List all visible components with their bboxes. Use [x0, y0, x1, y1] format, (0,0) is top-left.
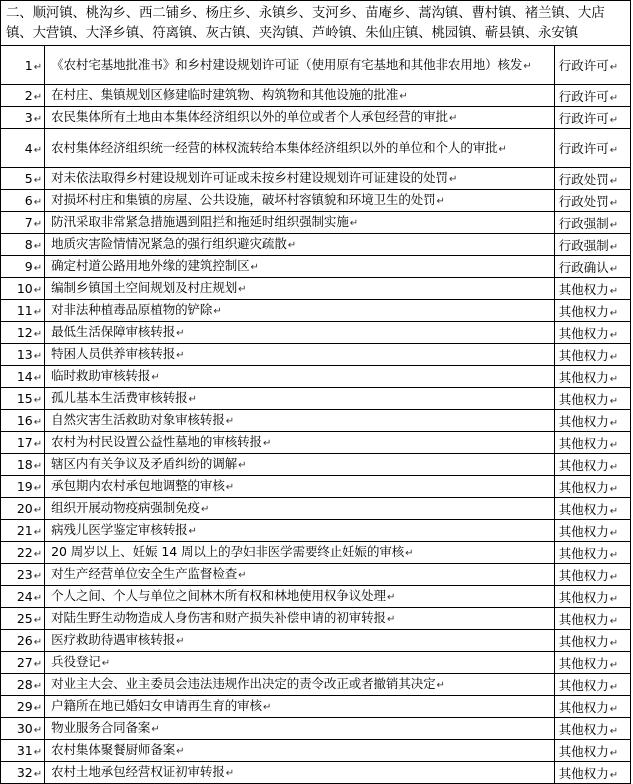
row-number: 17↵ [1, 432, 45, 454]
paragraph-mark-icon: ↵ [609, 175, 619, 187]
power-category: 其他权力↵ [554, 366, 630, 388]
paragraph-mark-icon: ↵ [609, 681, 619, 693]
paragraph-mark-icon: ↵ [33, 593, 43, 604]
paragraph-mark-icon: ↵ [609, 571, 619, 583]
power-item-name: 特困人员供养审核转报↵ [45, 344, 555, 366]
power-category: 其他权力↵ [554, 630, 630, 652]
paragraph-mark-icon: ↵ [609, 461, 619, 473]
paragraph-mark-icon: ↵ [238, 284, 247, 295]
paragraph-mark-icon: ↵ [33, 395, 43, 406]
paragraph-mark-icon: ↵ [225, 416, 235, 427]
power-item-name: 个人之间、个人与单位之间林木所有权和林地使用权争议处理↵ [45, 586, 555, 608]
row-number: 12↵ [1, 322, 45, 344]
paragraph-mark-icon: ↵ [386, 614, 396, 625]
power-item-name: 农村集体经济组织统一经营的林权流转给本集体经济组织以外的单位和个人的审批↵ [45, 129, 555, 168]
power-category: 行政许可↵ [554, 85, 630, 107]
row-number: 18↵ [1, 454, 45, 476]
paragraph-mark-icon: ↵ [33, 114, 43, 125]
power-item-name: 对陆生野生动物造成人身伤害和财产损失补偿申请的初审转报↵ [45, 608, 555, 630]
table-row [1, 344, 631, 366]
row-number: 19↵ [1, 476, 45, 498]
paragraph-mark-icon: ↵ [609, 505, 619, 517]
power-item-name: 对非法种植毒品原植物的铲除↵ [45, 300, 555, 322]
paragraph-mark-icon: ↵ [609, 145, 619, 156]
power-category: 其他权力↵ [554, 476, 630, 498]
row-number: 28↵ [1, 674, 45, 696]
paragraph-mark-icon: ↵ [33, 175, 43, 186]
power-category: 其他权力↵ [554, 564, 630, 586]
power-category: 其他权力↵ [554, 652, 630, 674]
table-row [1, 212, 631, 234]
table-row [1, 278, 631, 300]
power-item-name: 农民集体所有土地由本集体经济组织以外的单位或者个人承包经营的审批↵ [45, 107, 555, 129]
paragraph-mark-icon: ↵ [609, 219, 619, 231]
table-row [1, 652, 631, 674]
paragraph-mark-icon: ↵ [33, 61, 43, 73]
paragraph-mark-icon: ↵ [609, 527, 619, 539]
table-row [1, 190, 631, 212]
paragraph-mark-icon: ↵ [609, 114, 619, 126]
paragraph-mark-icon: ↵ [33, 747, 43, 758]
power-category: 行政强制↵ [554, 212, 630, 234]
power-item-name: 辖区内有关争议及矛盾纠纷的调解↵ [45, 454, 555, 476]
power-category: 其他权力↵ [554, 718, 630, 740]
power-item-name: 《农村宅基地批准书》和乡村建设规划许可证（使用原有宅基地和其他非农用地）核发↵ [45, 46, 555, 85]
paragraph-mark-icon: ↵ [225, 482, 235, 493]
power-category: 其他权力↵ [554, 696, 630, 718]
paragraph-mark-icon: ↵ [33, 439, 43, 450]
power-category: 其他权力↵ [554, 454, 630, 476]
paragraph-mark-icon: ↵ [33, 241, 43, 252]
row-number: 4↵ [1, 129, 45, 168]
paragraph-mark-icon: ↵ [523, 60, 532, 72]
paragraph-mark-icon: ↵ [609, 197, 619, 209]
paragraph-mark-icon: ↵ [33, 703, 43, 714]
paragraph-mark-icon: ↵ [33, 681, 43, 692]
power-category: 其他权力↵ [554, 762, 630, 784]
power-category: 其他权力↵ [554, 410, 630, 432]
power-category: 其他权力↵ [554, 586, 630, 608]
paragraph-mark-icon: ↵ [33, 329, 43, 340]
paragraph-mark-icon: ↵ [405, 548, 414, 559]
paragraph-mark-icon: ↵ [609, 92, 619, 104]
paragraph-mark-icon: ↵ [33, 263, 43, 274]
paragraph-mark-icon: ↵ [33, 285, 43, 296]
power-category: 其他权力↵ [554, 498, 630, 520]
row-number: 29↵ [1, 696, 45, 718]
power-item-name: 对损坏村庄和集镇的房屋、公共设施，破坏村容镇貌和环境卫生的处罚↵ [45, 190, 555, 212]
table-row [1, 256, 631, 278]
row-number: 9↵ [1, 256, 45, 278]
power-item-name: 孤儿基本生活费审核转报↵ [45, 388, 555, 410]
paragraph-mark-icon: ↵ [33, 219, 43, 230]
paragraph-mark-icon: ↵ [448, 113, 458, 124]
table-row [1, 168, 631, 190]
paragraph-mark-icon: ↵ [188, 526, 197, 537]
paragraph-mark-icon: ↵ [498, 143, 507, 155]
paragraph-mark-icon: ↵ [200, 504, 210, 515]
power-category: 其他权力↵ [554, 740, 630, 762]
power-item-name: 临时救助审核转报↵ [45, 366, 555, 388]
power-category: 其他权力↵ [554, 388, 630, 410]
table-row [1, 564, 631, 586]
row-number: 1↵ [1, 46, 45, 85]
power-category: 其他权力↵ [554, 608, 630, 630]
row-number: 24↵ [1, 586, 45, 608]
table-row [1, 388, 631, 410]
paragraph-mark-icon: ↵ [33, 144, 43, 156]
paragraph-mark-icon: ↵ [33, 197, 43, 208]
paragraph-mark-icon: ↵ [33, 637, 43, 648]
table-row [1, 476, 631, 498]
paragraph-mark-icon: ↵ [225, 768, 235, 779]
row-number: 2↵ [1, 85, 45, 107]
paragraph-mark-icon: ↵ [33, 549, 43, 560]
paragraph-mark-icon: ↵ [609, 769, 619, 781]
paragraph-mark-icon: ↵ [609, 241, 619, 253]
row-number: 32↵ [1, 762, 45, 784]
paragraph-mark-icon: ↵ [609, 637, 619, 649]
paragraph-mark-icon: ↵ [33, 373, 43, 384]
table-row [1, 454, 631, 476]
power-category: 行政强制↵ [554, 234, 630, 256]
power-category: 其他权力↵ [554, 674, 630, 696]
row-number: 25↵ [1, 608, 45, 630]
paragraph-mark-icon: ↵ [33, 659, 43, 670]
paragraph-mark-icon: ↵ [609, 307, 619, 319]
paragraph-mark-icon: ↵ [33, 483, 43, 494]
power-category: 行政许可↵ [554, 107, 630, 129]
row-number: 15↵ [1, 388, 45, 410]
power-item-name: 地质灾害险情情况紧急的强行组织避灾疏散↵ [45, 234, 555, 256]
paragraph-mark-icon: ↵ [250, 262, 259, 273]
paragraph-mark-icon: ↵ [349, 218, 359, 229]
row-number: 30↵ [1, 718, 45, 740]
paragraph-mark-icon: ↵ [176, 746, 185, 757]
paragraph-mark-icon: ↵ [262, 702, 272, 713]
power-item-name: 在村庄、集镇规划区修建临时建筑物、构筑物和其他设施的批准↵ [45, 85, 555, 107]
row-number: 11↵ [1, 300, 45, 322]
paragraph-mark-icon: ↵ [609, 593, 619, 605]
row-number: 5↵ [1, 168, 45, 190]
paragraph-mark-icon: ↵ [399, 91, 408, 102]
power-category: 其他权力↵ [554, 520, 630, 542]
paragraph-mark-icon: ↵ [609, 659, 619, 671]
paragraph-mark-icon: ↵ [176, 636, 185, 647]
paragraph-mark-icon: ↵ [609, 549, 619, 561]
row-number: 13↵ [1, 344, 45, 366]
paragraph-mark-icon: ↵ [33, 527, 43, 538]
section-header: 二、顺河镇、桃沟乡、西二铺乡、杨庄乡、永镇乡、支河乡、苗庵乡、蒿沟镇、曹村镇、褚兰镇、大店镇、大营镇、大泽乡镇、符离镇、灰古镇、夹沟镇、芦岭镇、朱仙庄镇、桃园镇、蕲县镇、永安镇 [0, 0, 631, 45]
paragraph-mark-icon: ↵ [151, 372, 160, 383]
paragraph-mark-icon: ↵ [436, 680, 445, 691]
row-number: 20↵ [1, 498, 45, 520]
row-number: 31↵ [1, 740, 45, 762]
paragraph-mark-icon: ↵ [609, 747, 619, 759]
table-row [1, 520, 631, 542]
power-item-name: 农村集体聚餐厨师备案↵ [45, 740, 555, 762]
paragraph-mark-icon: ↵ [33, 725, 43, 736]
paragraph-mark-icon: ↵ [609, 439, 619, 451]
paragraph-mark-icon: ↵ [262, 438, 272, 449]
power-item-name: 20 周岁以上、妊娠 14 周以上的孕妇非医学需要终止妊娠的审核↵ [45, 542, 555, 564]
row-number: 14↵ [1, 366, 45, 388]
table-row [1, 322, 631, 344]
table-row [1, 432, 631, 454]
row-number: 21↵ [1, 520, 45, 542]
paragraph-mark-icon: ↵ [609, 329, 619, 341]
paragraph-mark-icon: ↵ [609, 483, 619, 495]
table-row [1, 107, 631, 129]
table-row [1, 608, 631, 630]
table-row [1, 696, 631, 718]
paragraph-mark-icon: ↵ [609, 373, 619, 385]
power-item-name: 物业服务合同备案↵ [45, 718, 555, 740]
power-item-name: 对业主大会、业主委员会违法违规作出决定的责令改正或者撤销其决定↵ [45, 674, 555, 696]
paragraph-mark-icon: ↵ [436, 196, 445, 207]
row-number: 26↵ [1, 630, 45, 652]
power-item-name: 兵役登记↵ [45, 652, 555, 674]
paragraph-mark-icon: ↵ [609, 263, 619, 275]
table-row [1, 46, 631, 85]
paragraph-mark-icon: ↵ [609, 615, 619, 627]
table-row [1, 718, 631, 740]
paragraph-mark-icon: ↵ [213, 306, 222, 317]
table-row [1, 674, 631, 696]
power-category: 其他权力↵ [554, 322, 630, 344]
power-category: 行政确认↵ [554, 256, 630, 278]
power-item-name: 组织开展动物疫病强制免疫↵ [45, 498, 555, 520]
table-row [1, 234, 631, 256]
table-row [1, 366, 631, 388]
paragraph-mark-icon: ↵ [609, 725, 619, 737]
power-category: 其他权力↵ [554, 344, 630, 366]
paragraph-mark-icon: ↵ [287, 240, 297, 251]
paragraph-mark-icon: ↵ [188, 394, 197, 405]
row-number: 10↵ [1, 278, 45, 300]
table-row [1, 542, 631, 564]
power-item-name: 承包期内农村承包地调整的审核↵ [45, 476, 555, 498]
paragraph-mark-icon: ↵ [33, 505, 43, 516]
paragraph-mark-icon: ↵ [33, 769, 43, 780]
power-item-name: 户籍所在地已婚妇女申请再生育的审核↵ [45, 696, 555, 718]
table-row [1, 740, 631, 762]
paragraph-mark-icon: ↵ [33, 571, 43, 582]
power-list-table [0, 45, 631, 784]
table-row [1, 85, 631, 107]
row-number: 7↵ [1, 212, 45, 234]
row-number: 22↵ [1, 542, 45, 564]
table-row [1, 300, 631, 322]
power-item-name: 农村为村民设置公益性墓地的审核转报↵ [45, 432, 555, 454]
power-item-name: 医疗救助待遇审核转报↵ [45, 630, 555, 652]
power-category: 行政处罚↵ [554, 168, 630, 190]
power-category: 行政处罚↵ [554, 190, 630, 212]
paragraph-mark-icon: ↵ [448, 174, 458, 185]
power-item-name: 最低生活保障审核转报↵ [45, 322, 555, 344]
paragraph-mark-icon: ↵ [33, 615, 43, 626]
row-number: 23↵ [1, 564, 45, 586]
power-item-name: 编制乡镇国土空间规划及村庄规划↵ [45, 278, 555, 300]
paragraph-mark-icon: ↵ [33, 417, 43, 428]
power-category: 其他权力↵ [554, 300, 630, 322]
paragraph-mark-icon: ↵ [609, 62, 619, 73]
paragraph-mark-icon: ↵ [176, 350, 185, 361]
table-row [1, 498, 631, 520]
row-number: 8↵ [1, 234, 45, 256]
row-number: 3↵ [1, 107, 45, 129]
paragraph-mark-icon: ↵ [238, 570, 247, 581]
row-number: 27↵ [1, 652, 45, 674]
paragraph-mark-icon: ↵ [176, 328, 185, 339]
paragraph-mark-icon: ↵ [609, 395, 619, 407]
power-item-name: 自然灾害生活救助对象审核转报↵ [45, 410, 555, 432]
power-category: 其他权力↵ [554, 542, 630, 564]
paragraph-mark-icon: ↵ [609, 417, 619, 429]
row-number: 6↵ [1, 190, 45, 212]
power-item-name: 对未依法取得乡村建设规划许可证或未按乡村建设规划许可证建设的处罚↵ [45, 168, 555, 190]
power-category: 行政许可↵ [554, 129, 630, 168]
paragraph-mark-icon: ↵ [33, 461, 43, 472]
power-item-name: 防汛采取非常紧急措施遇到阻拦和拖延时组织强制实施↵ [45, 212, 555, 234]
power-category: 其他权力↵ [554, 278, 630, 300]
power-item-name: 病残儿医学鉴定审核转报↵ [45, 520, 555, 542]
power-category: 行政许可↵ [554, 46, 630, 85]
table-row [1, 410, 631, 432]
paragraph-mark-icon: ↵ [609, 703, 619, 715]
power-item-name: 农村土地承包经营权证初审转报↵ [45, 762, 555, 784]
power-item-name: 确定村道公路用地外缘的建筑控制区↵ [45, 256, 555, 278]
paragraph-mark-icon: ↵ [238, 460, 247, 471]
power-item-name: 对生产经营单位安全生产监督检查↵ [45, 564, 555, 586]
table-row [1, 762, 631, 784]
paragraph-mark-icon: ↵ [609, 351, 619, 363]
row-number: 16↵ [1, 410, 45, 432]
power-category: 其他权力↵ [554, 432, 630, 454]
table-row [1, 630, 631, 652]
table-row [1, 586, 631, 608]
paragraph-mark-icon: ↵ [151, 724, 160, 735]
paragraph-mark-icon: ↵ [33, 307, 43, 318]
paragraph-mark-icon: ↵ [33, 92, 43, 103]
paragraph-mark-icon: ↵ [609, 285, 619, 297]
paragraph-mark-icon: ↵ [386, 592, 396, 603]
paragraph-mark-icon: ↵ [101, 658, 111, 669]
table-row [1, 129, 631, 168]
paragraph-mark-icon: ↵ [33, 351, 43, 362]
